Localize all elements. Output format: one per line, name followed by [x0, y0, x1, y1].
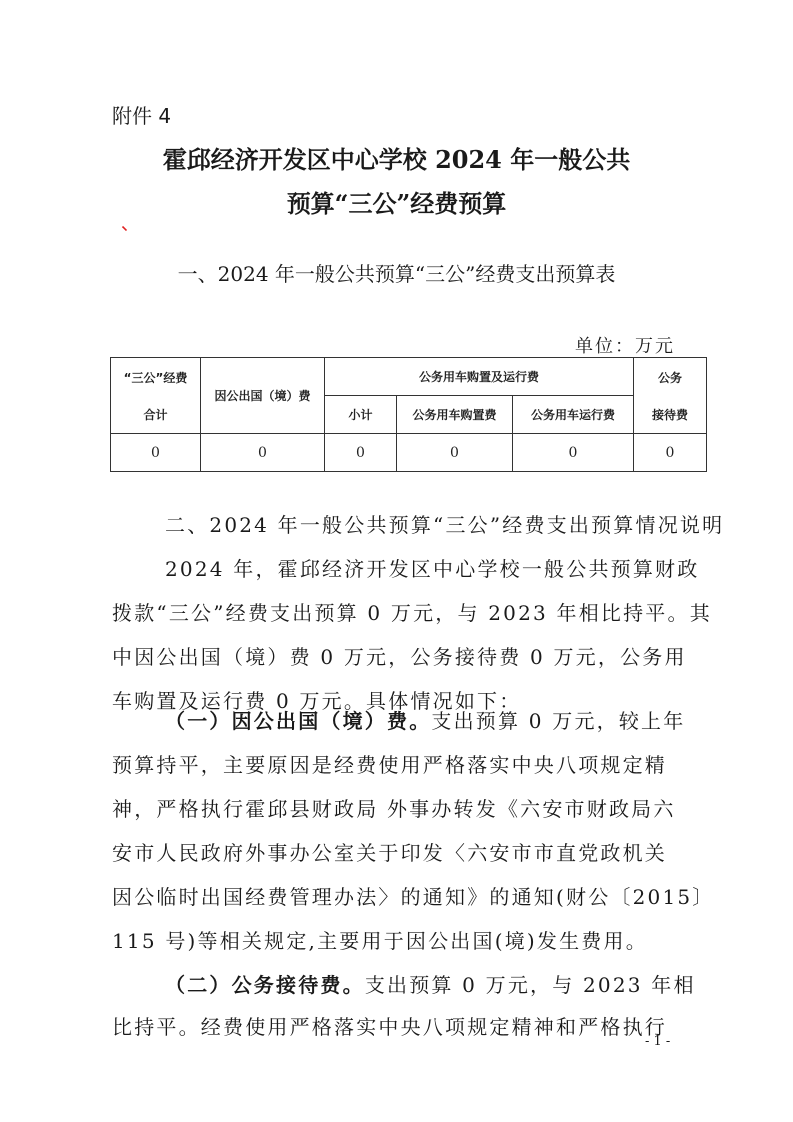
value-vehicle-operation: 0: [513, 434, 634, 472]
header-reception: [634, 358, 707, 434]
table-header-row-1: [111, 358, 707, 396]
body-line: 比持平。经费使用严格落实中央八项规定精神和严格执行: [112, 1015, 667, 1039]
unit-label: 单位：万元: [575, 336, 675, 357]
item2-heading: （二）公务接待费。: [165, 973, 365, 997]
body-line: 预算持平，主要原因是经费使用严格落实中央八项规定精: [112, 753, 667, 777]
value-abroad: 0: [201, 434, 325, 472]
stray-red-mark: [122, 226, 127, 231]
header-total-line1: “三公”经费: [123, 370, 188, 385]
body-line: 神，严格执行霍邱县财政局 外事办转发《六安市财政局六: [112, 797, 676, 821]
section2-heading: 二、2024 年一般公共预算“三公”经费支出预算情况说明: [165, 513, 725, 537]
header-total-line2: 合计: [143, 407, 168, 422]
body-line: 拨款“三公”经费支出预算 0 万元，与 2023 年相比持平。其: [112, 601, 712, 625]
document-title-line1: 霍邱经济开发区中心学校 2024 年一般公共: [162, 145, 631, 174]
value-vehicle-subtotal: 0: [325, 434, 397, 472]
page-number: - 1 -: [645, 1034, 671, 1049]
body-line: 安市人民政府外事办公室关于印发〈六安市市直党政机关: [112, 841, 667, 865]
item1-first-line: [165, 705, 685, 734]
header-vehicle-purchase: 公务用车购置费: [397, 396, 513, 434]
header-total: [111, 358, 201, 434]
item1-heading: （一）因公出国（境）费。: [165, 709, 432, 733]
body-line: 因公临时出国经费管理办法〉的通知》的通知(财公〔2015〕: [112, 885, 715, 909]
document-title-line2: 预算“三公”经费预算: [286, 189, 507, 218]
header-reception-line1: 公务: [657, 370, 682, 385]
item2-first-line-text: 支出预算 0 万元，与 2023 年相: [364, 973, 696, 997]
table-row: [111, 434, 707, 472]
header-vehicle-group: 公务用车购置及运行费: [325, 358, 634, 396]
section1-heading: 一、2024 年一般公共预算“三公”经费支出预算表: [177, 262, 616, 286]
body-line: 中因公出国（境）费 0 万元，公务接待费 0 万元，公务用: [112, 645, 687, 669]
header-abroad: 因公出国（境）费: [201, 358, 325, 434]
body-line: 车购置及运行费 0 万元。具体情况如下：: [112, 689, 522, 713]
item1-first-line-text: 支出预算 0 万元，较上年: [431, 709, 686, 733]
item2-first-line: [165, 969, 696, 998]
body-line: 115 号)等相关规定,主要用于因公出国(境)发生费用。: [112, 929, 648, 953]
header-vehicle-subtotal: 小计: [325, 396, 397, 434]
value-total: 0: [111, 434, 201, 472]
three-public-expenses-table: [110, 357, 707, 472]
attachment-label: 附件 4: [112, 104, 172, 128]
body-line: 2024 年，霍邱经济开发区中心学校一般公共预算财政: [165, 557, 700, 581]
value-reception: 0: [634, 434, 707, 472]
header-reception-line2: 接待费: [651, 407, 688, 422]
header-vehicle-operation: 公务用车运行费: [513, 396, 634, 434]
value-vehicle-purchase: 0: [397, 434, 513, 472]
